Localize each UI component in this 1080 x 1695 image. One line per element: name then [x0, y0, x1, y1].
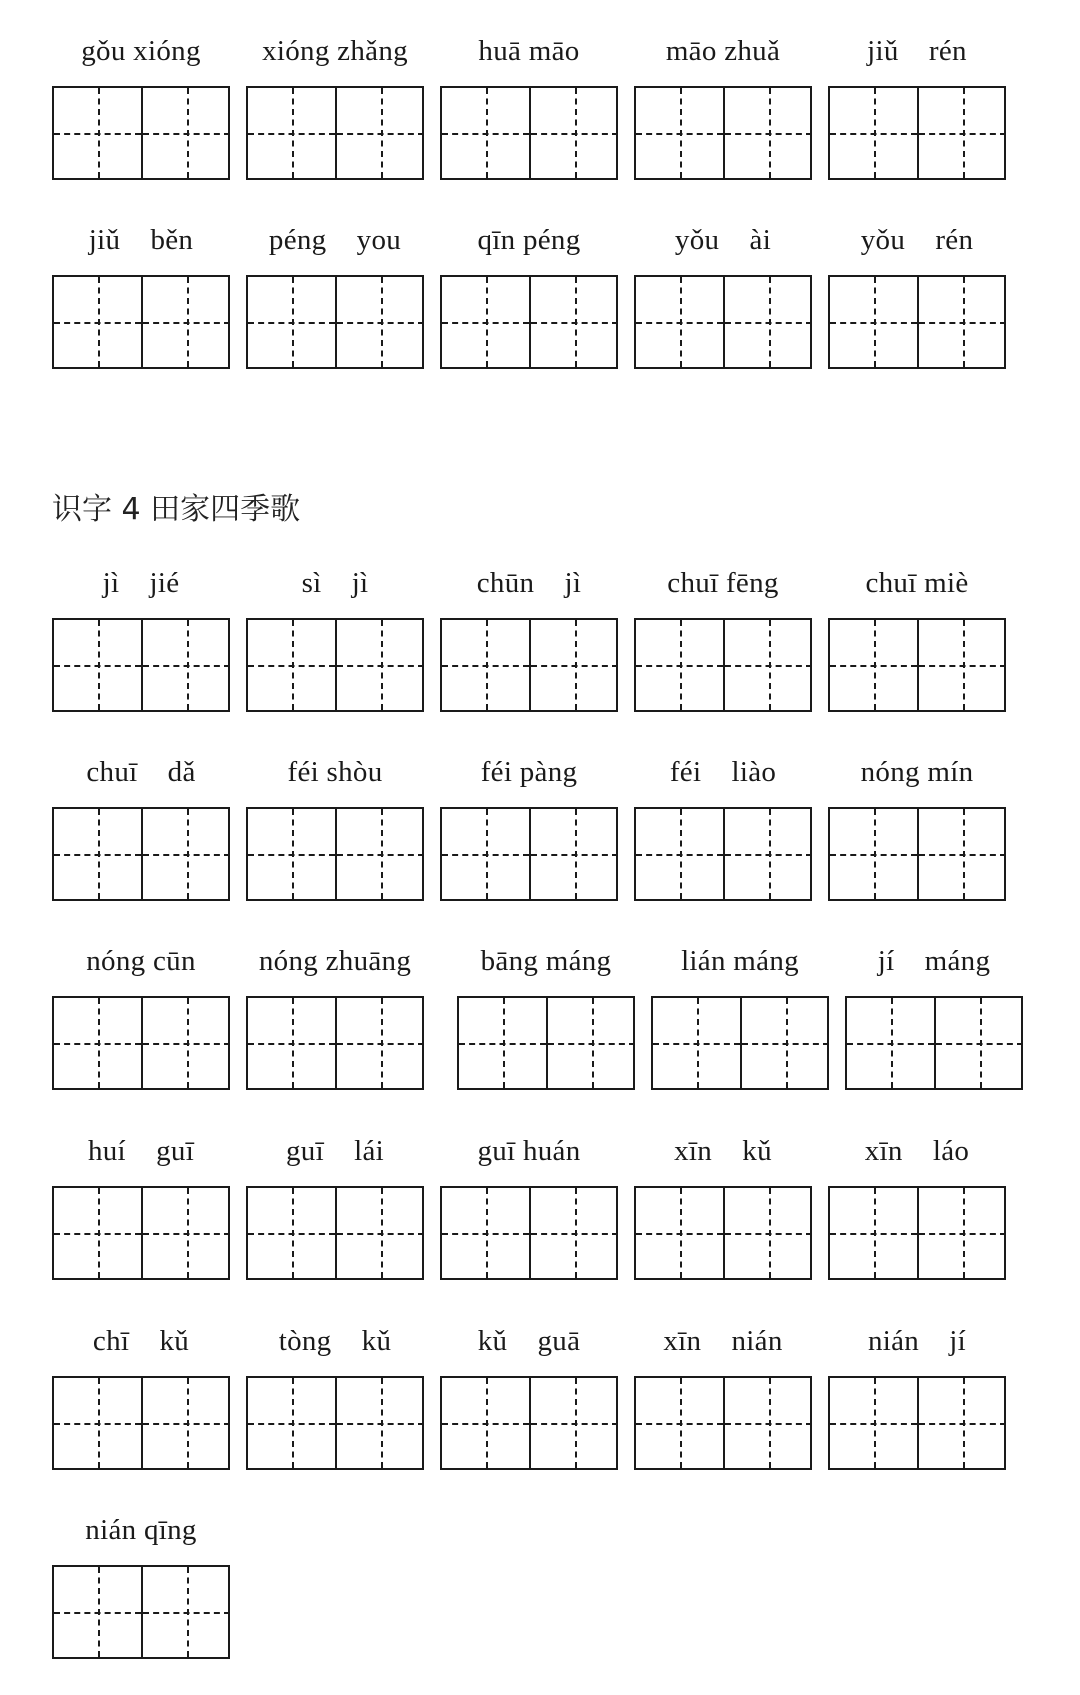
dashed-guide-horizontal	[919, 1423, 1006, 1425]
character-cell[interactable]	[653, 998, 740, 1088]
character-cell[interactable]	[636, 88, 723, 178]
dashed-guide-horizontal	[531, 322, 618, 324]
character-cell[interactable]	[546, 998, 635, 1088]
character-cell[interactable]	[141, 277, 230, 367]
tianzige-box[interactable]	[457, 996, 635, 1090]
dashed-guide-horizontal	[248, 133, 335, 135]
word-item	[828, 1318, 1006, 1470]
dashed-guide-horizontal	[636, 133, 723, 135]
dashed-guide-horizontal	[54, 665, 141, 667]
word-item	[52, 938, 230, 1090]
tianzige-box[interactable]	[52, 1186, 230, 1280]
dashed-guide-horizontal	[531, 665, 618, 667]
character-cell[interactable]	[636, 277, 723, 367]
word-item	[52, 1318, 230, 1470]
character-cell[interactable]	[529, 1378, 618, 1468]
character-cell[interactable]	[248, 1378, 335, 1468]
pinyin-label: huā māo	[478, 35, 580, 67]
dashed-guide-horizontal	[725, 1233, 812, 1235]
word-item	[440, 1128, 618, 1280]
pinyin-label: tòng kǔ	[278, 1325, 392, 1357]
dashed-guide-horizontal	[54, 1043, 141, 1045]
tianzige-box[interactable]	[246, 1376, 424, 1470]
tianzige-box[interactable]	[52, 996, 230, 1090]
word-item	[52, 28, 230, 180]
dashed-guide-horizontal	[54, 322, 141, 324]
dashed-guide-horizontal	[919, 133, 1006, 135]
dashed-guide-horizontal	[442, 322, 529, 324]
character-cell[interactable]	[335, 88, 424, 178]
character-cell[interactable]	[830, 88, 917, 178]
word-item	[246, 560, 424, 712]
dashed-guide-horizontal	[54, 133, 141, 135]
word-item	[828, 749, 1006, 901]
dashed-guide-horizontal	[442, 665, 529, 667]
pinyin-label: xióng zhǎng	[262, 35, 408, 67]
character-cell[interactable]	[54, 1378, 141, 1468]
tianzige-box[interactable]	[246, 1186, 424, 1280]
character-cell[interactable]	[636, 809, 723, 899]
dashed-guide-horizontal	[54, 1612, 141, 1614]
tianzige-box[interactable]	[634, 618, 812, 712]
tianzige-box[interactable]	[246, 86, 424, 180]
dashed-guide-horizontal	[337, 1233, 424, 1235]
word-item	[246, 749, 424, 901]
dashed-guide-horizontal	[143, 1612, 230, 1614]
word-item	[52, 560, 230, 712]
word-item	[828, 217, 1006, 369]
dashed-guide-horizontal	[54, 854, 141, 856]
dashed-guide-horizontal	[531, 854, 618, 856]
tianzige-box[interactable]	[845, 996, 1023, 1090]
dashed-guide-horizontal	[919, 1233, 1006, 1235]
dashed-guide-horizontal	[636, 1423, 723, 1425]
character-cell[interactable]	[830, 1188, 917, 1278]
pinyin-label: yǒu rén	[860, 224, 974, 256]
dashed-guide-horizontal	[442, 133, 529, 135]
word-item	[52, 749, 230, 901]
tianzige-box[interactable]	[634, 807, 812, 901]
pinyin-label: gǒu xióng	[81, 35, 201, 67]
dashed-guide-horizontal	[919, 665, 1006, 667]
tianzige-box[interactable]	[52, 807, 230, 901]
character-cell[interactable]	[141, 809, 230, 899]
character-cell[interactable]	[529, 620, 618, 710]
character-cell[interactable]	[917, 809, 1006, 899]
word-item	[828, 1128, 1006, 1280]
pinyin-label: guī huán	[477, 1135, 581, 1167]
pinyin-label: xīn kǔ	[674, 1135, 772, 1167]
tianzige-box[interactable]	[828, 807, 1006, 901]
character-cell[interactable]	[459, 998, 546, 1088]
word-item	[440, 1318, 618, 1470]
character-cell[interactable]	[248, 1188, 335, 1278]
character-cell[interactable]	[723, 1378, 812, 1468]
dashed-guide-horizontal	[248, 665, 335, 667]
pinyin-label: nóng cūn	[86, 945, 196, 977]
character-cell[interactable]	[335, 620, 424, 710]
character-cell[interactable]	[248, 277, 335, 367]
word-item	[440, 217, 618, 369]
pinyin-label: sì jì	[301, 567, 369, 599]
character-cell[interactable]	[54, 1188, 141, 1278]
tianzige-box[interactable]	[440, 618, 618, 712]
tianzige-box[interactable]	[440, 807, 618, 901]
dashed-guide-horizontal	[248, 854, 335, 856]
dashed-guide-horizontal	[847, 1043, 934, 1045]
character-cell[interactable]	[529, 277, 618, 367]
word-item	[246, 217, 424, 369]
character-cell[interactable]	[830, 277, 917, 367]
character-cell[interactable]	[335, 277, 424, 367]
tianzige-box[interactable]	[246, 275, 424, 369]
tianzige-box[interactable]	[828, 618, 1006, 712]
pinyin-label: xīn nián	[663, 1325, 783, 1357]
pinyin-label: péng you	[268, 224, 402, 256]
character-cell[interactable]	[335, 1378, 424, 1468]
word-item	[634, 217, 812, 369]
dashed-guide-horizontal	[143, 322, 230, 324]
pinyin-label: jí máng	[877, 945, 991, 977]
tianzige-box[interactable]	[52, 275, 230, 369]
pinyin-label: féi shòu	[287, 756, 383, 788]
pinyin-label: féi pàng	[480, 756, 578, 788]
dashed-guide-horizontal	[725, 1423, 812, 1425]
pinyin-label: xīn láo	[864, 1135, 970, 1167]
pinyin-label: guī lái	[285, 1135, 385, 1167]
character-cell[interactable]	[141, 620, 230, 710]
character-cell[interactable]	[54, 88, 141, 178]
dashed-guide-horizontal	[830, 133, 917, 135]
character-cell[interactable]	[248, 809, 335, 899]
character-cell[interactable]	[141, 1188, 230, 1278]
character-cell[interactable]	[54, 620, 141, 710]
character-cell[interactable]	[442, 620, 529, 710]
pinyin-label: māo zhuǎ	[665, 35, 781, 67]
character-cell[interactable]	[248, 620, 335, 710]
word-item	[246, 938, 424, 1090]
character-cell[interactable]	[934, 998, 1023, 1088]
word-item	[634, 1128, 812, 1280]
tianzige-box[interactable]	[828, 275, 1006, 369]
word-item	[845, 938, 1023, 1090]
dashed-guide-horizontal	[143, 665, 230, 667]
dashed-guide-horizontal	[742, 1043, 829, 1045]
tianzige-box[interactable]	[634, 1186, 812, 1280]
dashed-guide-horizontal	[337, 665, 424, 667]
dashed-guide-horizontal	[337, 322, 424, 324]
dashed-guide-horizontal	[442, 1423, 529, 1425]
pinyin-label: nóng mín	[860, 756, 974, 788]
dashed-guide-horizontal	[54, 1233, 141, 1235]
tianzige-box[interactable]	[440, 86, 618, 180]
dashed-guide-horizontal	[337, 1423, 424, 1425]
pinyin-label: yǒu ài	[674, 224, 772, 256]
dashed-guide-horizontal	[830, 1233, 917, 1235]
pinyin-label: jì jié	[102, 567, 180, 599]
character-cell[interactable]	[248, 998, 335, 1088]
word-item	[634, 749, 812, 901]
dashed-guide-horizontal	[830, 1423, 917, 1425]
tianzige-box[interactable]	[828, 86, 1006, 180]
dashed-guide-horizontal	[531, 133, 618, 135]
dashed-guide-horizontal	[531, 1423, 618, 1425]
dashed-guide-horizontal	[143, 133, 230, 135]
character-cell[interactable]	[847, 998, 934, 1088]
tianzige-box[interactable]	[52, 1565, 230, 1659]
tianzige-box[interactable]	[52, 618, 230, 712]
pinyin-label: qīn péng	[477, 224, 581, 256]
character-cell[interactable]	[54, 998, 141, 1088]
dashed-guide-horizontal	[830, 322, 917, 324]
word-item	[52, 217, 230, 369]
character-cell[interactable]	[54, 1567, 141, 1657]
character-cell[interactable]	[442, 1378, 529, 1468]
dashed-guide-horizontal	[143, 1043, 230, 1045]
pinyin-label: lián máng	[681, 945, 799, 977]
character-cell[interactable]	[54, 809, 141, 899]
character-cell[interactable]	[54, 277, 141, 367]
dashed-guide-horizontal	[143, 1233, 230, 1235]
tianzige-box[interactable]	[246, 807, 424, 901]
word-item	[828, 560, 1006, 712]
character-cell[interactable]	[529, 1188, 618, 1278]
dashed-guide-horizontal	[636, 1233, 723, 1235]
character-cell[interactable]	[335, 1188, 424, 1278]
character-cell[interactable]	[529, 88, 618, 178]
tianzige-box[interactable]	[828, 1376, 1006, 1470]
word-item	[440, 28, 618, 180]
pinyin-label: nián qīng	[85, 1514, 197, 1546]
dashed-guide-horizontal	[248, 1423, 335, 1425]
dashed-guide-horizontal	[548, 1043, 635, 1045]
character-cell[interactable]	[917, 277, 1006, 367]
dashed-guide-horizontal	[653, 1043, 740, 1045]
word-item	[828, 28, 1006, 180]
dashed-guide-horizontal	[725, 665, 812, 667]
character-cell[interactable]	[830, 620, 917, 710]
dashed-guide-horizontal	[531, 1233, 618, 1235]
character-cell[interactable]	[723, 88, 812, 178]
dashed-guide-horizontal	[636, 322, 723, 324]
dashed-guide-horizontal	[337, 854, 424, 856]
character-cell[interactable]	[917, 620, 1006, 710]
dashed-guide-horizontal	[459, 1043, 546, 1045]
dashed-guide-horizontal	[636, 854, 723, 856]
character-cell[interactable]	[442, 1188, 529, 1278]
word-item	[634, 28, 812, 180]
word-item	[52, 1128, 230, 1280]
character-cell[interactable]	[141, 1567, 230, 1657]
character-cell[interactable]	[723, 620, 812, 710]
word-item	[440, 560, 618, 712]
tianzige-box[interactable]	[440, 1376, 618, 1470]
pinyin-label: chuī miè	[865, 567, 969, 599]
pinyin-label: bāng máng	[480, 945, 612, 977]
character-cell[interactable]	[141, 998, 230, 1088]
character-cell[interactable]	[723, 1188, 812, 1278]
dashed-guide-horizontal	[936, 1043, 1023, 1045]
dashed-guide-horizontal	[337, 1043, 424, 1045]
dashed-guide-horizontal	[919, 322, 1006, 324]
dashed-guide-horizontal	[725, 322, 812, 324]
character-cell[interactable]	[740, 998, 829, 1088]
character-cell[interactable]	[917, 1378, 1006, 1468]
pinyin-label: chūn jì	[476, 567, 582, 599]
character-cell[interactable]	[723, 809, 812, 899]
dashed-guide-horizontal	[248, 1043, 335, 1045]
character-cell[interactable]	[636, 1378, 723, 1468]
word-item	[634, 1318, 812, 1470]
character-cell[interactable]	[335, 998, 424, 1088]
tianzige-box[interactable]	[634, 86, 812, 180]
character-cell[interactable]	[917, 1188, 1006, 1278]
dashed-guide-horizontal	[725, 854, 812, 856]
word-item	[634, 560, 812, 712]
section-title: 识字 4 田家四季歌	[52, 492, 301, 527]
dashed-guide-horizontal	[636, 665, 723, 667]
dashed-guide-horizontal	[248, 1233, 335, 1235]
dashed-guide-horizontal	[143, 854, 230, 856]
tianzige-box[interactable]	[52, 1376, 230, 1470]
dashed-guide-horizontal	[442, 1233, 529, 1235]
pinyin-label: chuī fēng	[667, 567, 779, 599]
character-cell[interactable]	[442, 809, 529, 899]
tianzige-box[interactable]	[440, 275, 618, 369]
dashed-guide-horizontal	[143, 1423, 230, 1425]
tianzige-box[interactable]	[246, 618, 424, 712]
pinyin-label: jiǔ rén	[867, 35, 967, 67]
word-item	[52, 1507, 230, 1659]
character-cell[interactable]	[442, 88, 529, 178]
word-item	[246, 1318, 424, 1470]
character-cell[interactable]	[335, 809, 424, 899]
pinyin-label: nián jí	[867, 1325, 967, 1357]
tianzige-box[interactable]	[828, 1186, 1006, 1280]
pinyin-label: kǔ guā	[477, 1325, 581, 1357]
pinyin-label: féi liào	[669, 756, 777, 788]
pinyin-label: huí guī	[87, 1135, 195, 1167]
tianzige-box[interactable]	[246, 996, 424, 1090]
character-cell[interactable]	[636, 620, 723, 710]
character-cell[interactable]	[917, 88, 1006, 178]
dashed-guide-horizontal	[442, 854, 529, 856]
pinyin-label: nóng zhuāng	[258, 945, 412, 977]
dashed-guide-horizontal	[830, 854, 917, 856]
dashed-guide-horizontal	[919, 854, 1006, 856]
word-item	[651, 938, 829, 1090]
word-item	[246, 28, 424, 180]
dashed-guide-horizontal	[248, 322, 335, 324]
word-item	[246, 1128, 424, 1280]
character-cell[interactable]	[723, 277, 812, 367]
character-cell[interactable]	[529, 809, 618, 899]
character-cell[interactable]	[636, 1188, 723, 1278]
tianzige-box[interactable]	[634, 1376, 812, 1470]
pinyin-label: chuī dǎ	[86, 756, 196, 788]
character-cell[interactable]	[830, 1378, 917, 1468]
character-cell[interactable]	[248, 88, 335, 178]
tianzige-box[interactable]	[52, 86, 230, 180]
pinyin-label: chī kǔ	[92, 1325, 190, 1357]
word-item	[440, 749, 618, 901]
dashed-guide-horizontal	[725, 133, 812, 135]
character-cell[interactable]	[830, 809, 917, 899]
pinyin-label: jiǔ běn	[88, 224, 194, 256]
dashed-guide-horizontal	[54, 1423, 141, 1425]
character-cell[interactable]	[141, 88, 230, 178]
dashed-guide-horizontal	[337, 133, 424, 135]
dashed-guide-horizontal	[830, 665, 917, 667]
character-cell[interactable]	[141, 1378, 230, 1468]
word-item	[457, 938, 635, 1090]
tianzige-box[interactable]	[440, 1186, 618, 1280]
tianzige-box[interactable]	[634, 275, 812, 369]
tianzige-box[interactable]	[651, 996, 829, 1090]
character-cell[interactable]	[442, 277, 529, 367]
